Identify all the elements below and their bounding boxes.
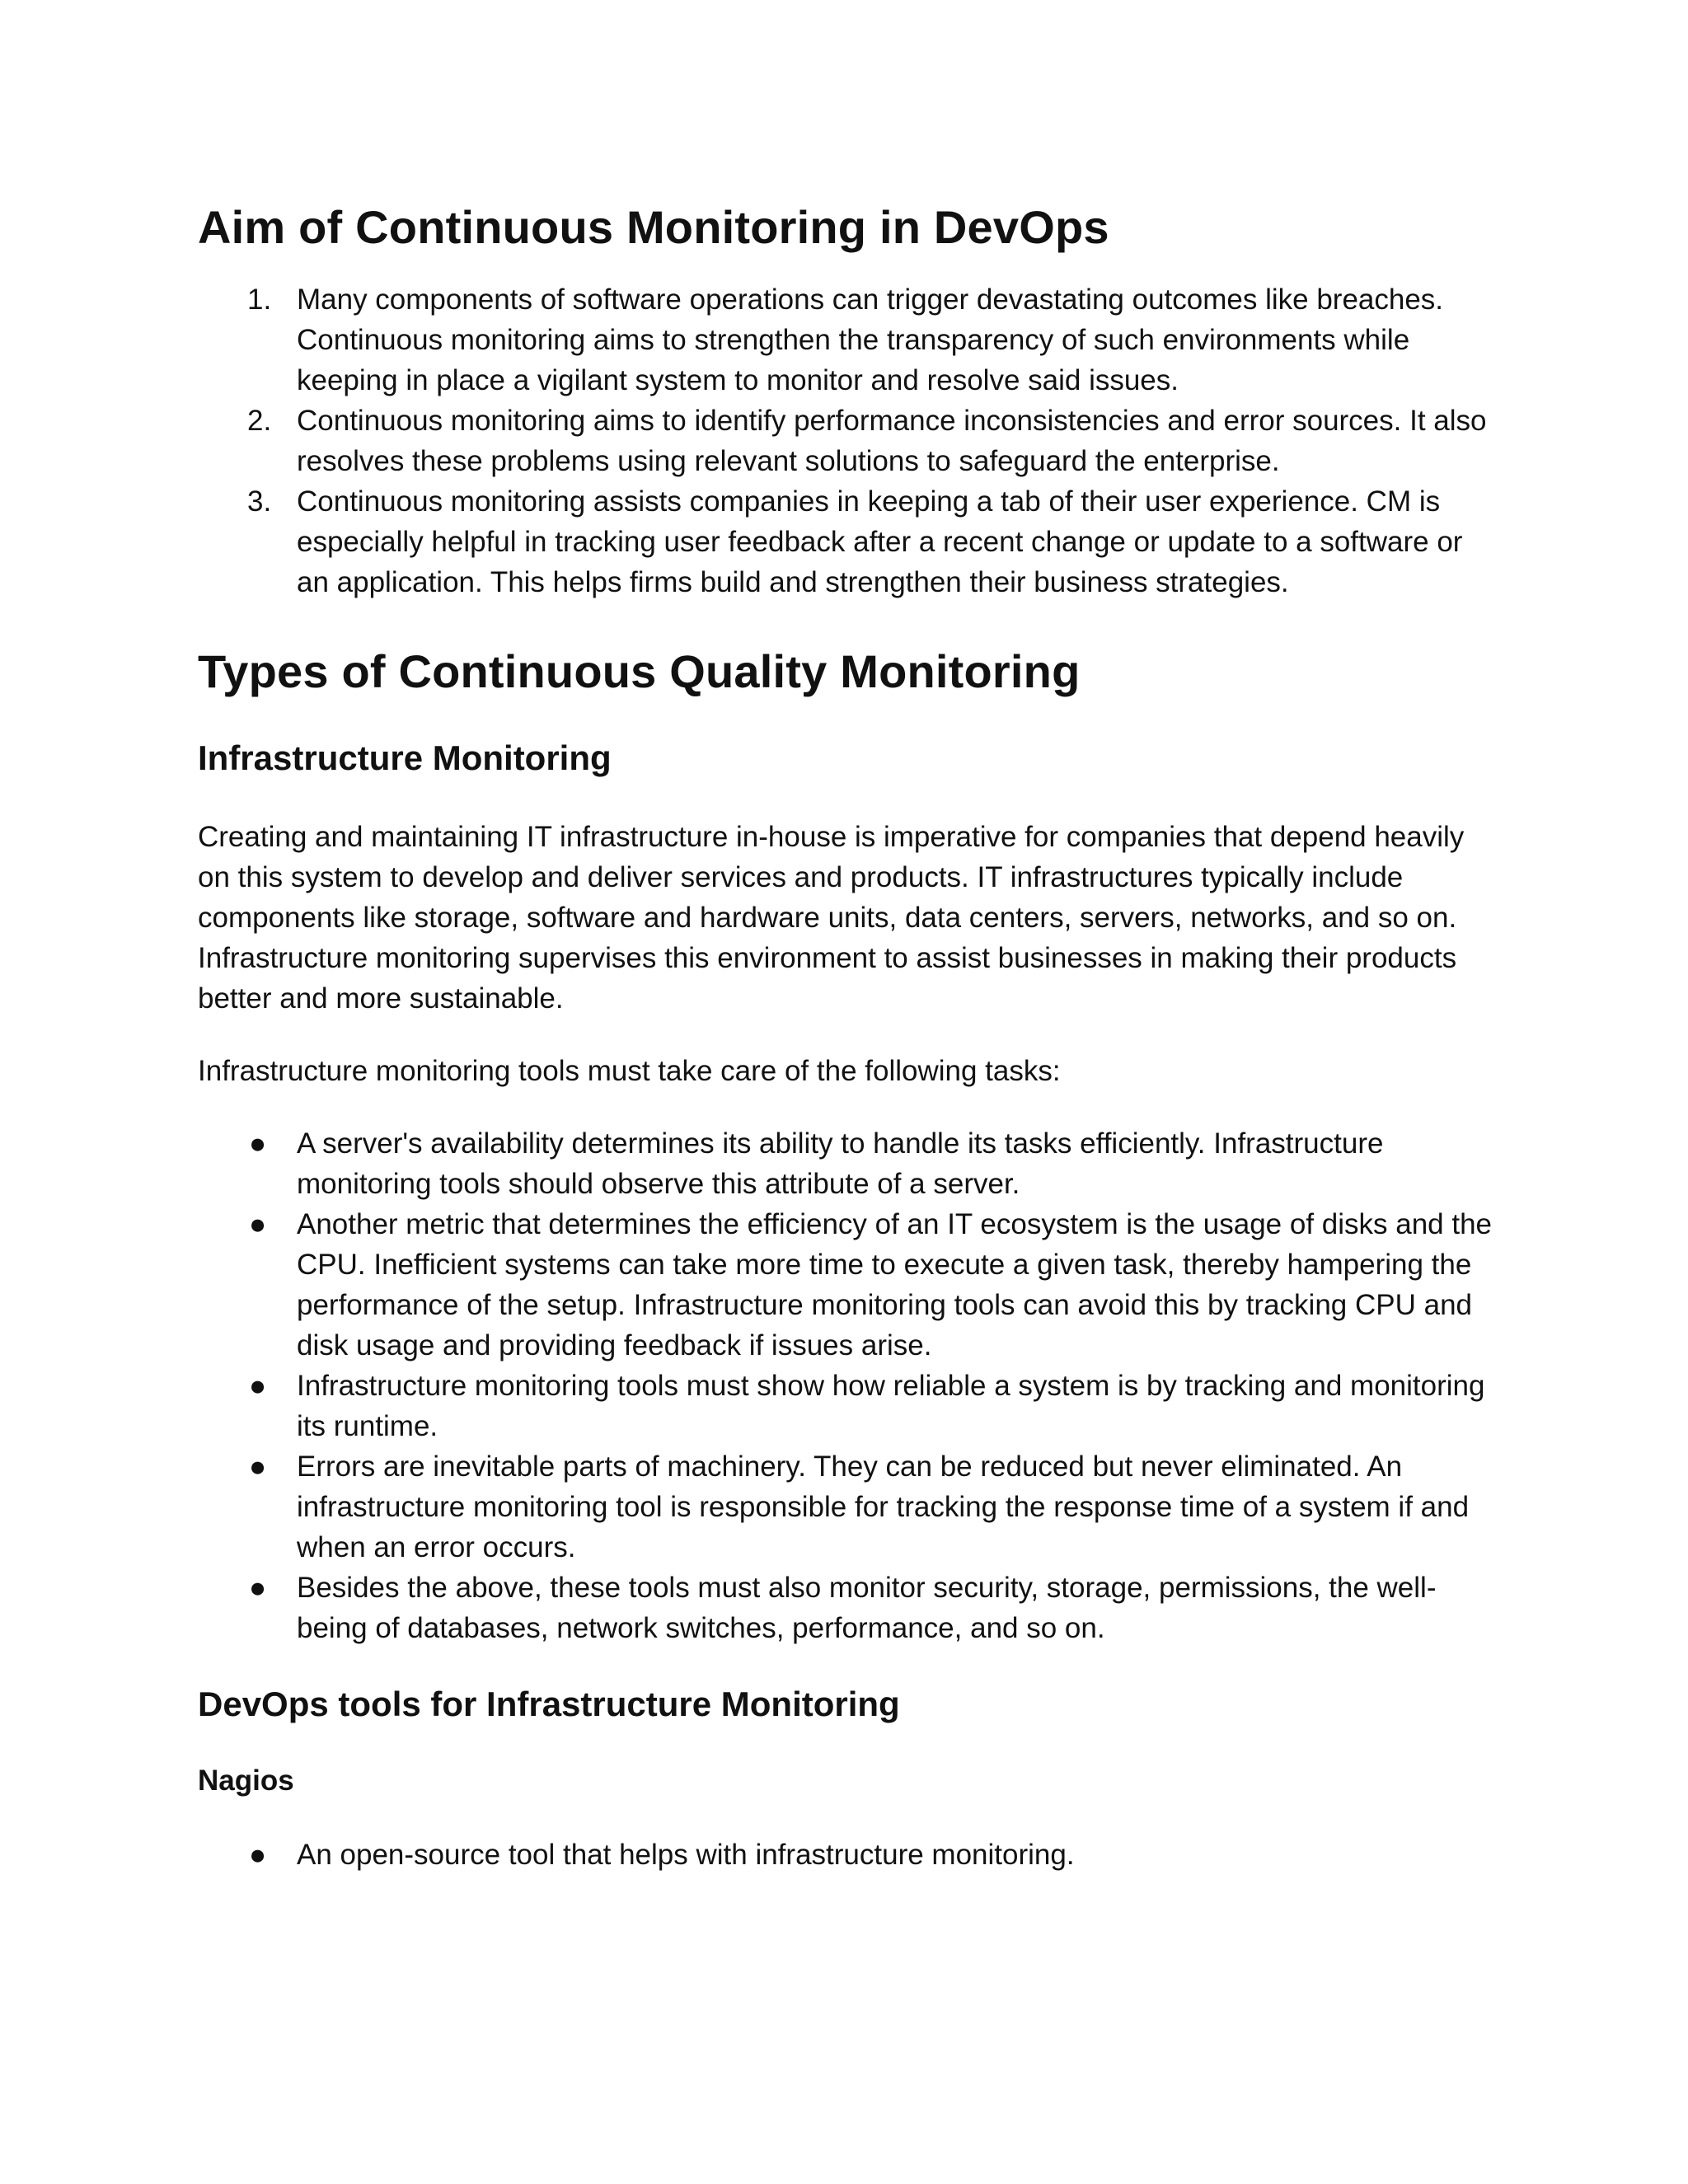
list-item-text: A server's availability determines its ability to handle its tasks efficiently. Infrastructure monitoring tools should observe this attribute of a server. — [297, 1127, 1384, 1200]
list-item — [198, 279, 1500, 401]
nagios-bullet-list — [198, 1835, 1500, 1875]
paragraph-infrastructure-intro: Creating and maintaining IT infrastructure in-house is imperative for companies that depend heavily on this system to develop and deliver services and products. IT infrastructures typically include components like storage, software and hardware units, data centers, servers, networks, and so on. Infrastructure monitoring supervises this environment to assist businesses in making their products better and more sustainable. — [198, 820, 1465, 1015]
heading-types: Types of Continuous Quality Monitoring — [198, 645, 1081, 698]
list-item — [198, 1835, 1500, 1875]
list-item — [198, 401, 1500, 481]
bullet-icon: ● — [249, 1450, 267, 1483]
bullet-icon: ● — [249, 1571, 267, 1604]
list-item-text: Besides the above, these tools must also monitor security, storage, permissions, the well-being of databases, network switches, performance, and so on. — [297, 1571, 1437, 1644]
list-item — [198, 1568, 1500, 1648]
heading-infrastructure-monitoring: Infrastructure Monitoring — [198, 738, 612, 778]
heading-aim: Aim of Continuous Monitoring in DevOps — [198, 201, 1109, 253]
list-item — [198, 481, 1500, 602]
list-number: 3. — [247, 485, 272, 518]
heading-devops-tools: DevOps tools for Infrastructure Monitoring — [198, 1684, 900, 1723]
list-item-text: An open-source tool that helps with infrastructure monitoring. — [297, 1838, 1075, 1871]
list-item-text: Infrastructure monitoring tools must show how reliable a system is by tracking and monitoring its runtime. — [297, 1369, 1485, 1442]
list-item-text: Many components of software operations can trigger devastating outcomes like breaches. Continuous monitoring aims to strengthen the transparency of such environments while keeping in place a vigilant system to monitor and resolve said issues. — [297, 284, 1444, 397]
list-item — [198, 1204, 1500, 1366]
list-item-text: Another metric that determines the efficiency of an IT ecosystem is the usage of disks and the CPU. Inefficient systems can take more time to execute a given task, thereby hampering the performance of the setup. Infrastructure monitoring tools can avoid this by tracking CPU and disk usage and providing feedback if issues arise. — [297, 1207, 1493, 1361]
list-number: 2. — [247, 405, 272, 438]
list-number: 1. — [247, 284, 272, 316]
heading-nagios: Nagios — [198, 1765, 294, 1797]
list-item-text: Continuous monitoring assists companies in keeping a tab of their user experience. CM is especially helpful in tracking user feedback after a recent change or update to a software or an application. This helps firms build and strengthen their business strategies. — [297, 485, 1463, 599]
list-item-text: Continuous monitoring aims to identify performance inconsistencies and error sources. It also resolves these problems using relevant solutions to safeguard the enterprise. — [297, 405, 1487, 478]
paragraph-tasks-intro: Infrastructure monitoring tools must take care of the following tasks: — [198, 1054, 1061, 1087]
aim-numbered-list — [198, 279, 1500, 602]
list-item — [198, 1446, 1500, 1568]
tasks-bullet-list — [198, 1123, 1500, 1648]
bullet-icon: ● — [249, 1369, 267, 1402]
list-item-text: Errors are inevitable parts of machinery. They can be reduced but never eliminated. An infrastructure monitoring tool is responsible for tracking the response time of a system if and when an error occurs. — [297, 1450, 1470, 1563]
bullet-icon: ● — [249, 1207, 267, 1240]
list-item — [198, 1366, 1500, 1446]
list-item — [198, 1123, 1500, 1204]
document-content — [198, 180, 1500, 1875]
bullet-icon: ● — [249, 1127, 267, 1160]
bullet-icon: ● — [249, 1838, 267, 1871]
